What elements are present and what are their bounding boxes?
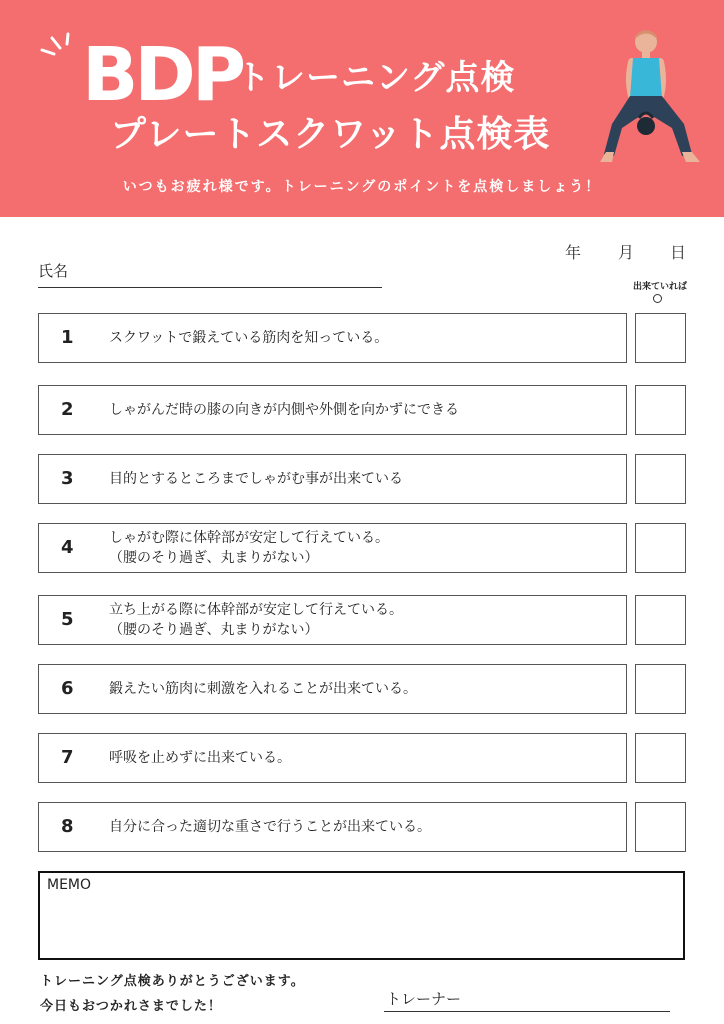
thanks-message: トレーニング点検ありがとうございます。 — [40, 974, 305, 989]
item-number: 4 — [61, 537, 74, 558]
check-box[interactable] — [635, 313, 686, 363]
item-subtext: （腰のそり過ぎ、丸まりがない） — [109, 550, 319, 566]
checklist-row — [38, 454, 627, 504]
item-number: 7 — [61, 747, 74, 768]
item-text: 立ち上がる際に体幹部が安定して行えている。 — [109, 602, 403, 618]
title-line2: プレートスクワット点検表 — [110, 114, 551, 155]
sparkle-icon — [38, 30, 74, 60]
kettlebell-squat-figure-icon — [600, 28, 700, 162]
year-label: 年 — [565, 243, 582, 262]
item-number: 8 — [61, 816, 74, 837]
trainer-field[interactable] — [384, 1011, 670, 1012]
checklist-row — [38, 595, 627, 645]
checklist-row — [38, 733, 627, 783]
checklist-row — [38, 313, 627, 363]
checklist-row — [38, 523, 627, 573]
tagline: いつもお疲れ様です。トレーニングのポイントを点検しましょう！ — [122, 179, 602, 195]
item-text: 呼吸を止めずに出来ている。 — [109, 750, 291, 766]
day-label: 日 — [670, 243, 687, 262]
item-text: しゃがむ際に体幹部が安定して行えている。 — [109, 530, 389, 546]
item-text: 目的とするところまでしゃがむ事が出来ている — [109, 471, 403, 487]
brand-logo-text: BDP — [82, 32, 243, 118]
item-text: 鍛えたい筋肉に刺激を入れることが出来ている。 — [109, 681, 417, 697]
check-box[interactable] — [635, 802, 686, 852]
check-box[interactable] — [635, 595, 686, 645]
checklist-row — [38, 664, 627, 714]
checklist-row — [38, 802, 627, 852]
item-text: しゃがんだ時の膝の向きが内側や外側を向かずにできる — [109, 402, 459, 418]
checklist-row — [38, 385, 627, 435]
item-text: スクワットで鍛えている筋肉を知っている。 — [109, 330, 389, 346]
check-hint: 出来ていれば — [632, 282, 687, 292]
name-label: 氏名 — [38, 262, 69, 280]
item-number: 6 — [61, 678, 74, 699]
check-circle-icon — [653, 294, 662, 303]
memo-box[interactable] — [38, 871, 685, 960]
check-box[interactable] — [635, 733, 686, 783]
check-box[interactable] — [635, 385, 686, 435]
title-line1: トレーニング点検 — [236, 58, 516, 98]
closing-message: 今日もおつかれさまでした！ — [40, 999, 222, 1014]
header-banner — [0, 0, 724, 217]
item-text: 自分に合った適切な重さで行うことが出来ている。 — [109, 819, 431, 835]
item-number: 5 — [61, 609, 74, 630]
item-number: 2 — [61, 399, 74, 420]
name-field[interactable] — [38, 287, 382, 288]
month-label: 月 — [618, 243, 635, 262]
check-box[interactable] — [635, 523, 686, 573]
check-box[interactable] — [635, 664, 686, 714]
trainer-label: トレーナー — [386, 990, 462, 1008]
item-number: 1 — [61, 327, 74, 348]
item-subtext: （腰のそり過ぎ、丸まりがない） — [109, 622, 319, 638]
check-box[interactable] — [635, 454, 686, 504]
memo-label: MEMO — [47, 877, 92, 893]
item-number: 3 — [61, 468, 74, 489]
